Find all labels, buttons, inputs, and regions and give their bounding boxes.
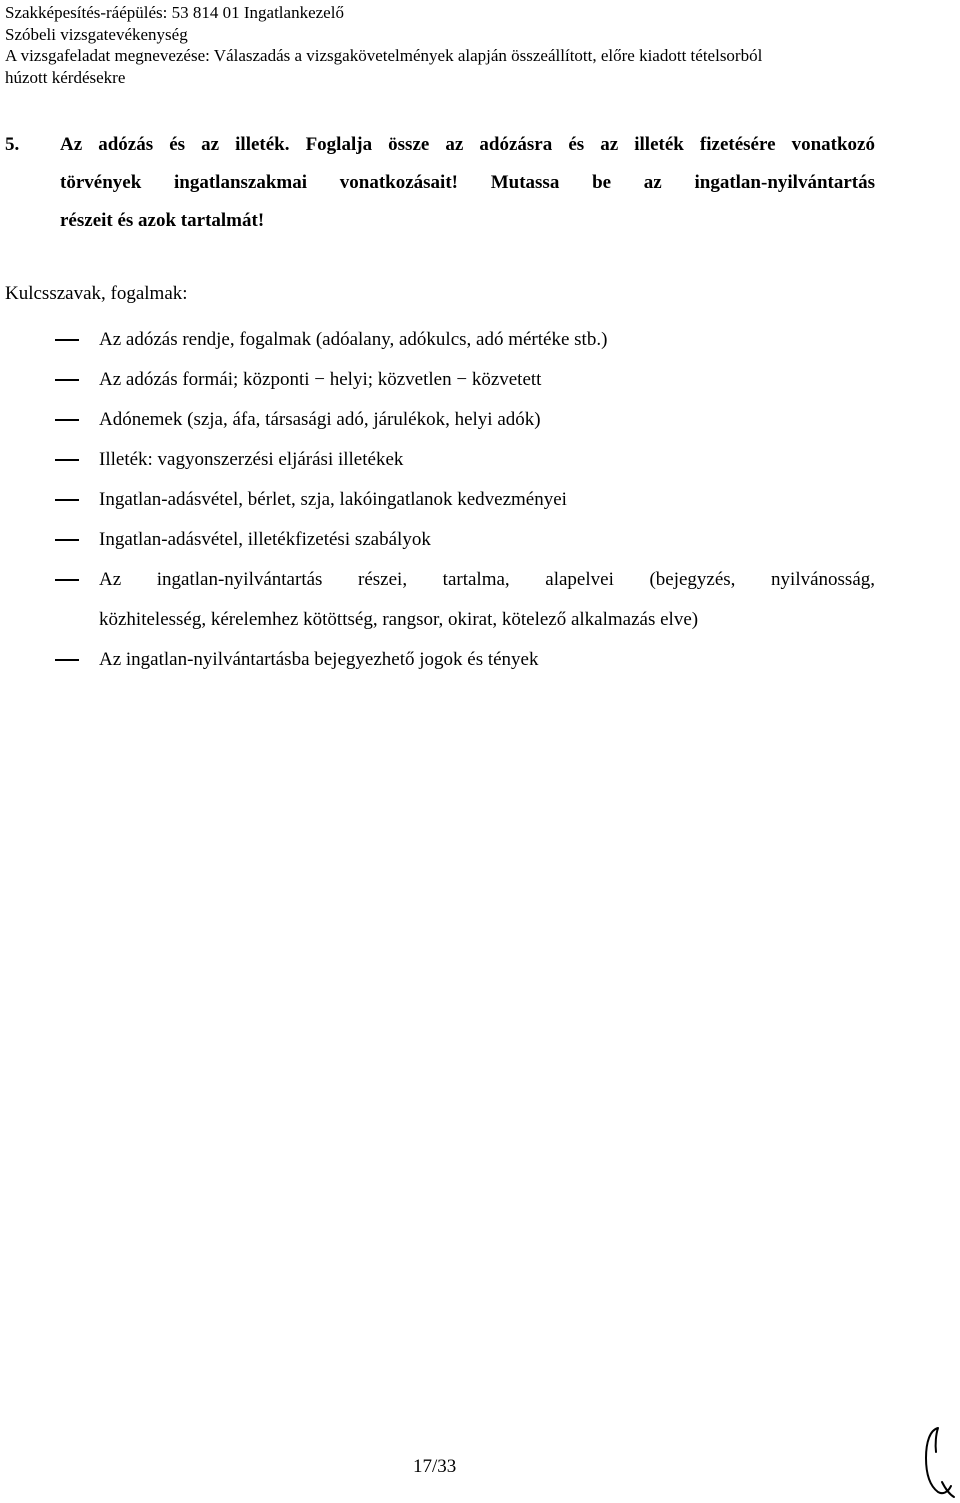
keyword-item [55, 520, 875, 560]
header-line-exam-type: Szóbeli vizsgatevékenység [5, 24, 188, 44]
signature-mark [918, 1422, 958, 1500]
exam-question [5, 126, 875, 240]
keyword-text: Illeték: vagyonszerzési eljárási illetékek [99, 449, 404, 470]
page-number: 17/33 [413, 1456, 457, 1477]
keyword-text: Az ingatlan-nyilvántartásba bejegyezhető jogok és tények [99, 649, 539, 670]
dash-bullet [55, 539, 79, 541]
header-line-qualification: Szakképesítés-ráépülés: 53 814 01 Ingatlankezelő [5, 3, 344, 22]
keyword-item [55, 560, 875, 640]
keyword-text: Az adózás formái; központi − helyi; közvetlen − közvetett [99, 369, 542, 390]
dash-bullet [55, 659, 79, 661]
keyword-item [55, 640, 875, 680]
keywords-list [55, 320, 875, 680]
keyword-item [55, 480, 875, 520]
dash-bullet [55, 499, 79, 501]
keyword-text-line-2: közhitelesség, kérelemhez kötöttség, rangsor, okirat, kötelező alkalmazás elve) [99, 609, 699, 630]
header-line-task-name: A vizsgafeladat megnevezése: Válaszadás a vizsgakövetelmények alapján összeállított, előre kiadott tételsorból [5, 46, 763, 65]
keyword-text: Az adózás rendje, fogalmak (adóalany, adókulcs, adó mértéke stb.) [99, 329, 608, 350]
document-header [5, 2, 762, 88]
question-text-1: Az adózás és az illeték. Foglalja össze az adózásra és az illeték fizetésére vonatkozó [60, 134, 875, 155]
question-number: 5. [5, 134, 20, 155]
question-line-2: törvények ingatlanszakmai vonatkozásait! Mutassa be az ingatlan-nyilvántartás [60, 172, 875, 193]
keyword-item [55, 400, 875, 440]
dash-bullet [55, 419, 79, 421]
dash-bullet [55, 579, 79, 581]
dash-bullet [55, 379, 79, 381]
dash-bullet [55, 459, 79, 461]
dash-bullet [55, 339, 79, 341]
keyword-text: Ingatlan-adásvétel, illetékfizetési szabályok [99, 529, 431, 550]
header-line-task-name-cont: húzott kérdésekre [5, 67, 126, 87]
question-line-3: részeit és azok tartalmát! [60, 210, 265, 231]
question-line-1 [5, 126, 875, 164]
keyword-text: Adónemek (szja, áfa, társasági adó, járulékok, helyi adók) [99, 409, 541, 430]
keyword-text-line-1: Az ingatlan-nyilvántartás részei, tartalma, alapelvei (bejegyzés, nyilvánosság, [99, 569, 875, 590]
keyword-item [55, 320, 875, 360]
keyword-item [55, 360, 875, 400]
keywords-title: Kulcsszavak, fogalmak: [5, 283, 188, 304]
keyword-item [55, 440, 875, 480]
keyword-text: Ingatlan-adásvétel, bérlet, szja, lakóingatlanok kedvezményei [99, 489, 567, 510]
